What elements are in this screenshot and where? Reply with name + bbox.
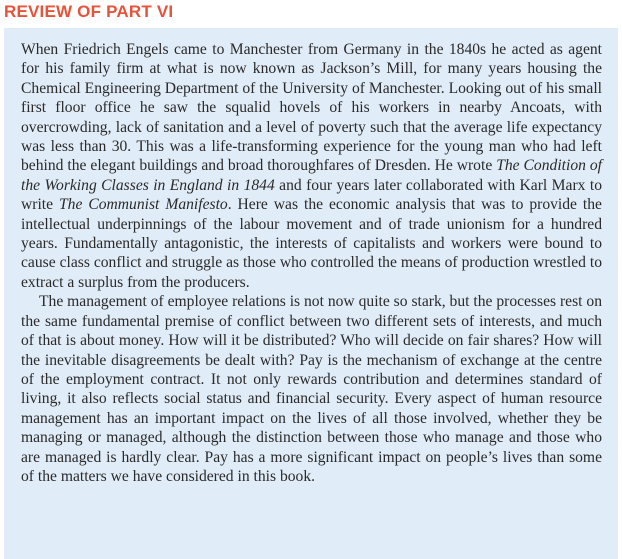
section-heading: REVIEW OF PART VI (4, 2, 174, 21)
paragraph-text: When Friedrich Engels came to Manchester from Germany in the 1840s he acted as agent for his family firm at what is now known as Jackson’s Mill, for many years housing the Chemical Engineering Department of the University of Manchester. Looking out of his small first floor office he saw the squalid hovels of his workers in nearby Ancoats, with overcrowding, lack of sanitation and a level of poverty such that the average life expectancy was less than 30. This was a life-transforming experience for the young man who had left behind the elegant buildings and broad thoroughfares of Dresden. He wrote (21, 41, 602, 175)
paragraph-employee-relations: The management of employee relations is not now quite so stark, but the processes rest on the same fundamental premise of conflict between two different sets of interests, and much of that is about money. How will it be distributed? Who will decide on fair shares? How will the inevitable disagreements be dealt with? Pay is the mechanism of exchange at the centre of the employment contract. It not only rewards contribution and determines standard of living, it also reflects social status and financial security. Every aspect of human resource management has an important impact on the lives of all those involved, whether they be managing or managed, although the distinction between those who manage and those who are managed is hardly clear. Pay has a more significant impact on people’s lives than some of the matters we have considered in this book. (21, 293, 602, 485)
paragraph-text: and four years later collaborated with Karl Marx to write (21, 176, 602, 214)
paragraph-text: . Here was the economic analysis that was to provide the intellectual underpinnings of the labour movement and of trade unionism for a hundred years. Fundamentally antagonistic, the interests of capitalists and workers were bound to cause class conflict and struggle as those who controlled the means of production wrestled to extract a surplus from the producers. (21, 196, 602, 291)
review-panel (4, 28, 618, 559)
book-title-manifesto: The Communist Manifesto (59, 196, 228, 214)
book-title-condition: The Condition of the Working Classes in England in 1844 (21, 157, 602, 194)
paragraph-engels (21, 40, 602, 292)
